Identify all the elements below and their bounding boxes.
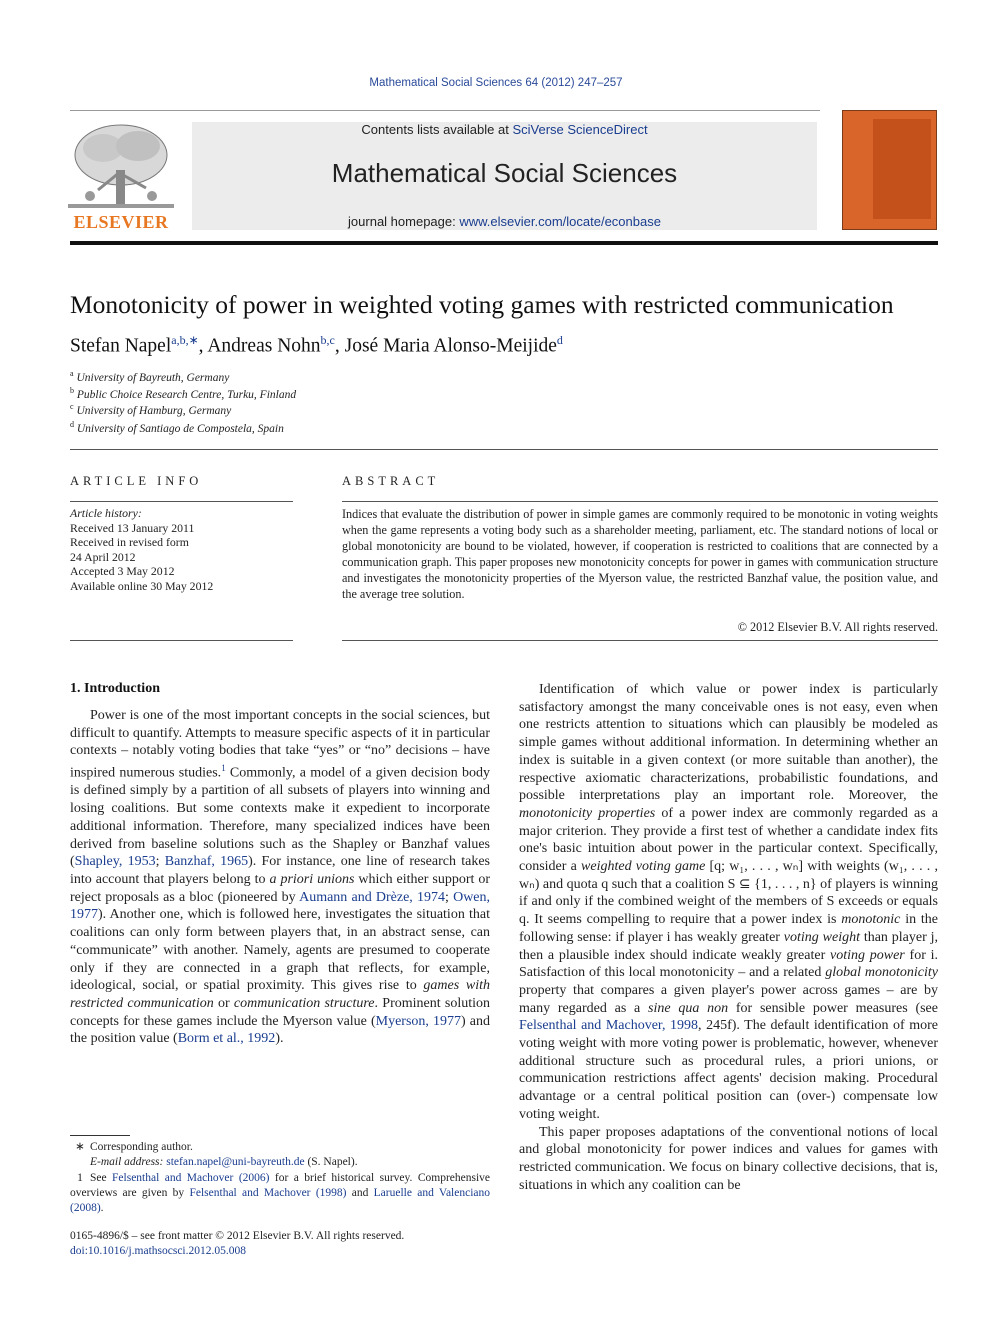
author-name: Andreas Nohn xyxy=(207,335,321,357)
affiliation-marker: a xyxy=(70,369,74,378)
abstract-heading: ABSTRACT xyxy=(342,474,440,488)
history-line: Received in revised form xyxy=(70,535,189,549)
citation-link[interactable]: Myerson, 1977 xyxy=(375,1013,462,1029)
body-column-right xyxy=(519,681,938,1194)
citation-link[interactable]: Borm et al., 1992 xyxy=(177,1031,276,1047)
copyright-line: © 2012 Elsevier B.V. All rights reserved. xyxy=(737,620,938,634)
issn-line: 0165-4896/$ – see front matter © 2012 Elsevier B.V. All rights reserved. xyxy=(70,1230,405,1242)
footnote-corresponding: ∗ Corresponding author. xyxy=(75,1141,193,1153)
author-name: Stefan Napel xyxy=(70,335,172,357)
footnote-ref[interactable]: 1 xyxy=(221,763,226,774)
contents-line xyxy=(192,122,817,137)
journal-cover-thumbnail[interactable] xyxy=(842,110,937,230)
elsevier-wordmark: ELSEVIER xyxy=(73,212,169,232)
footnote-rule xyxy=(70,1135,130,1136)
homepage-line xyxy=(192,214,817,229)
abstract-text: Indices that evaluate the distribution of power in simple games are commonly required to be monotonic in voting weights when the game represents a voting body such as a shareholder meeting, parliament, etc. The standard notions of local or global monotonicity are bound to be violated, however, if cooperation is restricted to coalitions that are connected by a communication graph. This paper proposes new monotonicity concepts for power in games with communication structure and investigates the monotonicity properties of the Myerson value, the restricted Banzhaf value, the position value, and the average tree solution. xyxy=(342,507,938,601)
affiliation xyxy=(70,420,284,435)
citation-link[interactable]: Owen, 1977 xyxy=(70,889,491,923)
history-line: Available online 30 May 2012 xyxy=(70,578,214,593)
email-link[interactable]: stefan.napel@uni-bayreuth.de xyxy=(166,1156,305,1169)
footnote-1: 1 See Felsenthal and Machover (2006) for a brief historical survey. Comprehensive overviews are given by Felsenthal and Machover (1998) and Laruelle and Valenciano (2008). xyxy=(70,1171,491,1215)
author-affiliation-marker[interactable]: d xyxy=(556,333,563,347)
affiliation-marker: c xyxy=(70,402,74,411)
article-info-rule-bottom xyxy=(70,640,293,641)
affiliation-text: Public Choice Research Centre, Turku, Finland xyxy=(76,388,297,401)
affiliation-text: University of Bayreuth, Germany xyxy=(76,371,230,384)
abstract-rule-top xyxy=(342,501,938,502)
citation-link[interactable]: (1998) xyxy=(315,1186,347,1199)
journal-reference[interactable]: Mathematical Social Sciences 64 (2012) 247–257 xyxy=(369,77,623,89)
citation-link[interactable]: (2008) xyxy=(70,1202,101,1215)
history-line: Accepted 3 May 2012 xyxy=(70,564,175,578)
front-matter-info xyxy=(70,1229,490,1259)
citation-link[interactable]: Aumann and Drèze, 1974 xyxy=(299,889,445,905)
header-thick-rule xyxy=(70,241,938,245)
journal-name: Mathematical Social Sciences xyxy=(331,158,678,188)
abstract-rule-bottom xyxy=(342,640,938,641)
article-history xyxy=(70,506,293,593)
article-info-rule-top xyxy=(70,501,293,502)
history-line: Received 13 January 2011 xyxy=(70,520,195,535)
footnotes xyxy=(70,1140,490,1216)
paragraph: Identification of which value or power index is particularly satisfactory amongst the many conceivable ones is not easy, even when one restricts attention to situations which can plausibly be modeled as simple games without additional information. In determining whether an index is suitable in a given context (or more suitable than another), the respective axiomatic characterizations, probabilistic foundations, and possible interpretations play an important role. Moreover, the monotonicity properties of a power index are commonly regarded as a major criterion. They provide a first test of whether a candidate index fits one's basic intuition about power in the particular context. Specifically, consider a weighted voting game [q; w₁, . . . , wₙ] with weights (w₁, . . . , wₙ) and quota q such that a coalition S ⊆ {1, . . . , n} of players is winning if and only if the combined weight of the members of S exceeds or equals q. It seems compelling to require that a power index is monotonic in the following sense: if player i has weakly greater voting weight than player j, then a plausible index should indicate weakly greater voting power for i. Satisfaction of this local monotonicity – and a related global monotonicity property that compares a given player's power across games – are by many regarded as a sine qua non for sensible power measures (see Felsenthal and Machover, 1998, 245f). The default identification of more voting weight with more voting power is problematic, however, whenever additional structure such as procedural rules, a priori unions, or communication restrictions affect agents' decision making. Procedural advantage or a central political position can (over-) compensate low voting weight. xyxy=(519,682,939,1122)
article-title: Monotonicity of power in weighted voting games with restricted communication xyxy=(70,290,894,319)
affiliation-marker: d xyxy=(70,420,74,429)
citation-link[interactable]: Banzhaf, 1965 xyxy=(164,854,249,870)
citation-link[interactable]: Felsenthal and Machover, 1998 xyxy=(519,1018,699,1034)
homepage-link[interactable]: www.elsevier.com/locate/econbase xyxy=(459,214,661,229)
citation-link[interactable]: Shapley, 1953 xyxy=(74,854,156,870)
author-name: José Maria Alonso-Meijide xyxy=(344,335,557,357)
citation-link[interactable]: Laruelle and Valenciano xyxy=(373,1186,491,1199)
doi-link[interactable]: doi:10.1016/j.mathsocsci.2012.05.008 xyxy=(70,1245,247,1257)
citation-link[interactable]: Felsenthal and Machover xyxy=(112,1171,234,1184)
affiliation-rule xyxy=(70,449,938,450)
author-list: Stefan Napel$^{a,b,∗}$, Andreas Nohn$^{b,c}$, José Maria Alonso-Meijide$^d$ xyxy=(70,333,563,357)
history-line: 24 April 2012 xyxy=(70,549,136,564)
sciencedirect-link[interactable]: SciVerse ScienceDirect xyxy=(512,122,648,137)
history-label: Article history: xyxy=(70,506,142,520)
citation-link[interactable]: (2006) xyxy=(238,1171,270,1184)
paragraph: Power is one of the most important concepts in the social sciences, but difficult to quantify. Attempts to measure specific aspects of it in particular contexts – notably voting bodies that take “yes” or “no” decisions – have inspired numerous studies.$^1$ Commonly, a model of a given decision body is defined simply by a partition of all subsets of players into winning and losing coalitions. But some contexts make it expedient to incorporate additional information. Therefore, many specialized indices have been derived from baseline solutions such as the Shapley or Banzhaf values (Shapley, 1953; Banzhaf, 1965). For instance, one line of research takes into account that players belong to a priori unions which either support or reject proposals as a bloc (pioneered by Aumann and Drèze, 1974; Owen, 1977). Another one, which is followed here, investigates the situation that coalitions can only form between players that, in an abstract sense, can “communicate” with another. Namely, agents are presumed to cooperate only if they are connected in a graph that reflects, for example, ideological, social, or spatial proximity. This gives rise to games with restricted communication or communication structure. Prominent solution concepts for these games include the Myerson value (Myerson, 1977) and the position value (Borm et al., 1992). xyxy=(70,708,491,1047)
contents-prefix: Contents lists available at xyxy=(361,122,513,137)
paragraph: This paper proposes adaptations of the conventional notions of local and global monotonicity for power indices and values for games with restricted communication. We focus on binary collective decisions, that is, situations in which any coalition can be xyxy=(519,1124,938,1193)
homepage-prefix: journal homepage: xyxy=(348,214,460,229)
author-affiliation-marker[interactable]: a,b,∗ xyxy=(171,333,199,347)
section-heading-introduction: 1. Introduction xyxy=(70,681,160,696)
affiliation xyxy=(70,386,296,401)
affiliation-marker: b xyxy=(70,386,74,395)
affiliation xyxy=(70,369,229,384)
article-info-heading: ARTICLE INFO xyxy=(70,474,203,488)
affiliation xyxy=(70,402,231,417)
author-affiliation-marker[interactable]: b,c xyxy=(320,333,335,347)
cover-graphic xyxy=(873,119,931,219)
affiliation-text: University of Santiago de Compostela, Spain xyxy=(76,422,284,435)
footnote-email: E-mail address: stefan.napel@uni-bayreuth.de (S. Napel). xyxy=(90,1156,358,1169)
citation-link[interactable]: Felsenthal and Machover xyxy=(189,1186,311,1199)
affiliation-text: University of Hamburg, Germany xyxy=(76,404,232,417)
top-rule xyxy=(70,110,820,111)
body-column-left xyxy=(70,707,490,1048)
